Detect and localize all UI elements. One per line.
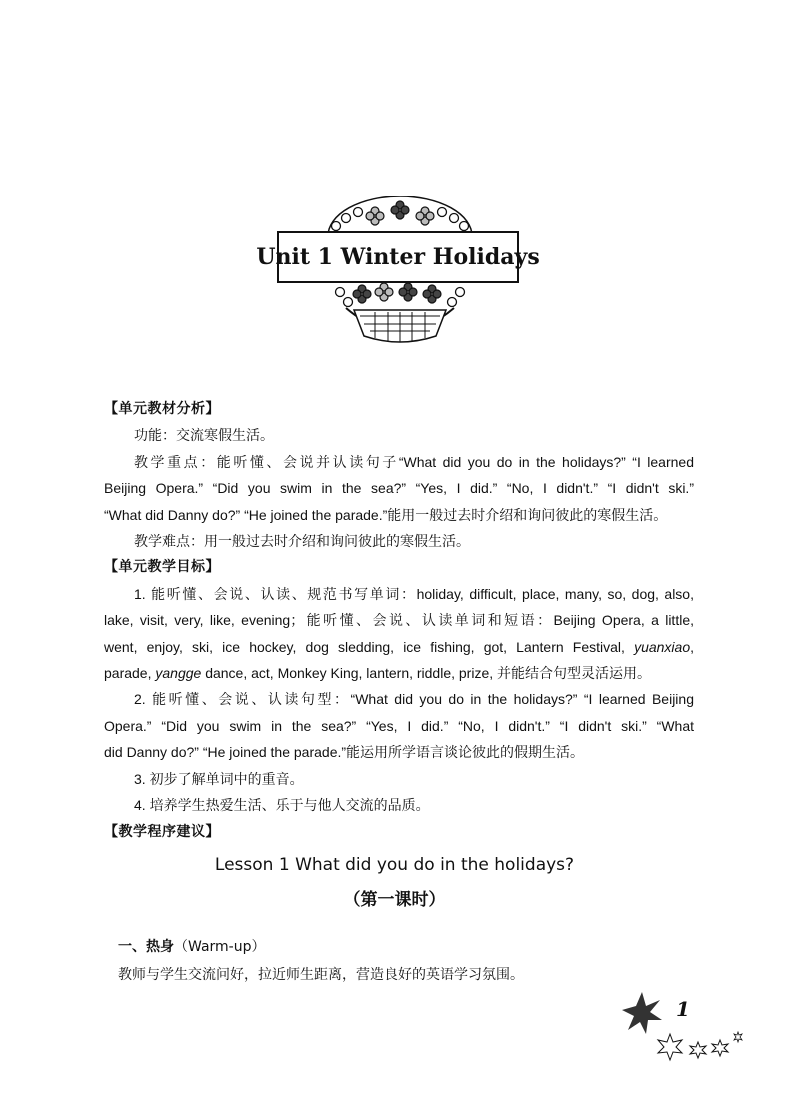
- analysis-difficulty: 教学难点：用一般过去时介绍和询问彼此的寒假生活。: [134, 533, 470, 550]
- unit-content: [104, 396, 694, 845]
- warmup-heading: [118, 936, 266, 956]
- goal-1-line-4-end: dance, act, Monkey King, lantern, riddle, prize, 并能结合句型灵活运用。: [205, 665, 652, 682]
- goal-3: 3. 初步了解单词中的重音。: [134, 770, 304, 787]
- goal-1-line-4-italic: yangge: [155, 665, 202, 682]
- analysis-key-line-1: 教学重点：能听懂、会说并认读句子“What did you do in the holidays?” “I learned: [134, 453, 694, 470]
- lesson-subtitle: （第一课时）: [343, 890, 446, 910]
- stars-decoration-icon: [620, 990, 760, 1070]
- goal-1-line-2: lake, visit, very, like, evening；能听懂、会说、认读单词和短语：Beijing Opera, a little,: [104, 612, 694, 629]
- goal-4: 4. 培养学生热爱生活、乐于与他人交流的品质。: [134, 797, 430, 814]
- goal-1-line-1: 1. 能听懂、会说、认读、规范书写单词：holiday, difficult, place, many, so, dog, also,: [134, 585, 694, 602]
- warmup-heading-en: （Warm-up）: [174, 939, 266, 955]
- goals-heading: 【单元教学目标】: [104, 559, 220, 576]
- unit-title: Unit 1 Winter Holidays: [277, 231, 519, 283]
- lesson-title: Lesson 1 What did you do in the holidays?: [214, 855, 575, 875]
- page-number: 1: [676, 997, 690, 1021]
- analysis-key-line-3: “What did Danny do?” “He joined the parade.”能用一般过去时介绍和询问彼此的寒假生活。: [104, 506, 668, 523]
- warmup-body: 教师与学生交流问好，拉近师生距离，营造良好的英语学习氛围。: [118, 967, 524, 983]
- goal-1-line-3-end: ,: [690, 638, 694, 655]
- goal-2-line-1: 2. 能听懂、会说、认读句型：“What did you do in the holidays?” “I learned Beijing: [134, 691, 694, 708]
- goal-1-line-3-italic: yuanxiao: [634, 638, 691, 655]
- analysis-heading: 【单元教材分析】: [104, 401, 220, 417]
- analysis-function: 功能：交流寒假生活。: [134, 427, 274, 444]
- warmup-heading-label: 一、热身: [118, 939, 174, 955]
- goal-1-line-4-start: parade,: [104, 665, 152, 682]
- analysis-key-line-2: Beijing Opera.” “Did you swim in the sea?” “Yes, I did.” “No, I didn't.” “I didn't ski.”: [104, 480, 694, 497]
- goal-1-line-3-text: went, enjoy, ski, ice hockey, dog sledding, ice fishing, got, Lantern Festival,: [104, 638, 625, 655]
- goal-2-line-2: Opera.” “Did you swim in the sea?” “Yes, I did.” “No, I didn't.” “I didn't ski.” “What: [104, 717, 694, 734]
- goal-2-line-3: did Danny do?” “He joined the parade.”能运用所学语言谈论彼此的假期生活。: [104, 744, 585, 761]
- goal-1-line-4: [104, 660, 694, 686]
- goal-1-line-3: [104, 634, 694, 660]
- procedure-heading: 【教学程序建议】: [104, 823, 220, 840]
